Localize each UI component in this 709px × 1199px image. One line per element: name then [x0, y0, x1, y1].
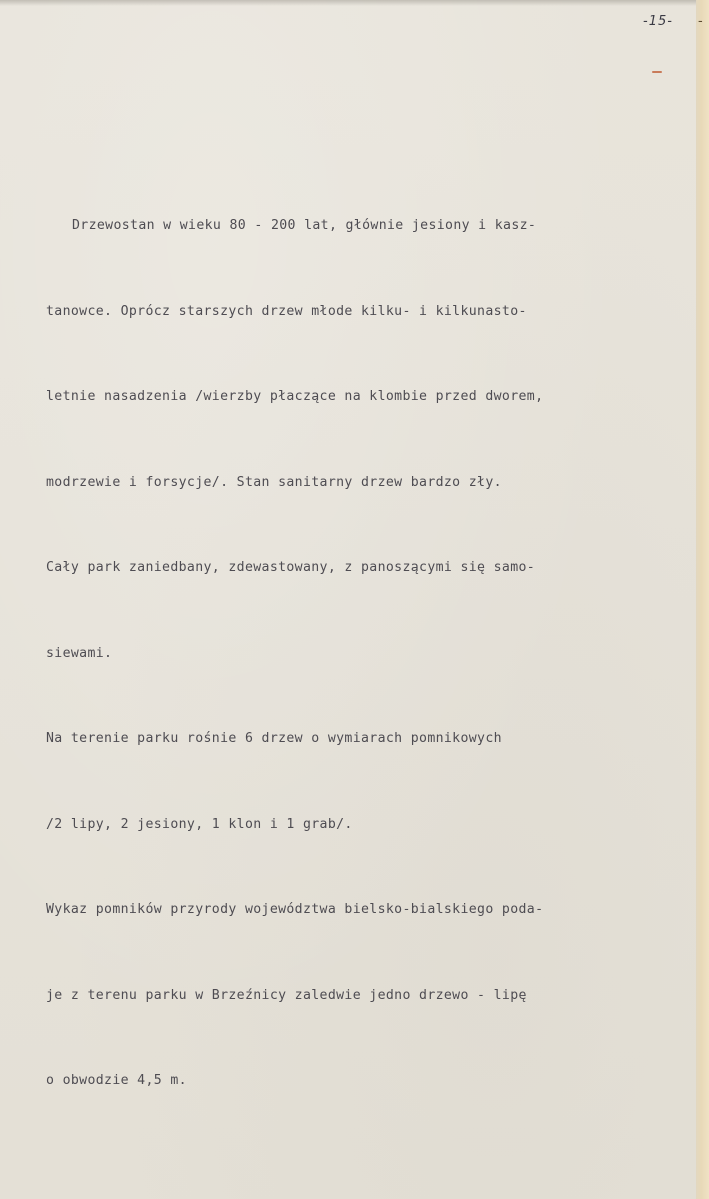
- page-number-trailing-mark: -: [698, 14, 703, 29]
- text-line: Drzewostan w wieku 80 - 200 lat, głównie jesiony i kasz-: [72, 218, 537, 233]
- page-top-shadow: [0, 0, 709, 6]
- text-line: Wykaz pomników przyrody województwa bielsko-bialskiego poda-: [46, 902, 544, 917]
- text-line: siewami.: [46, 645, 113, 661]
- page-right-edge: [696, 0, 709, 1199]
- text-line: tanowce. Oprócz starszych drzew młode kilku- i kilkunasto-: [46, 303, 527, 319]
- text-line: /2 lipy, 2 jesiony, 1 klon i 1 grab/.: [46, 816, 353, 832]
- text-line: letnie nasadzenia /wierzby płaczące na klombie przed dworem,: [46, 389, 544, 404]
- text-line: Na terenie parku rośnie 6 drzew o wymiarach pomnikowych: [46, 731, 502, 746]
- text-line: Cały park zaniedbany, zdewastowany, z panoszącymi się samo-: [46, 560, 536, 575]
- text-line: je z terenu parku w Brzeźnicy zaledwie jedno drzewo - lipę: [46, 987, 527, 1003]
- typewritten-text: [46, 155, 686, 1153]
- red-pencil-mark: [652, 71, 662, 73]
- text-line: o obwodzie 4,5 m.: [46, 1073, 187, 1088]
- text-line: modrzewie i forsycje/. Stan sanitarny drzew bardzo zły.: [46, 474, 502, 490]
- page-number: -15-: [643, 14, 673, 29]
